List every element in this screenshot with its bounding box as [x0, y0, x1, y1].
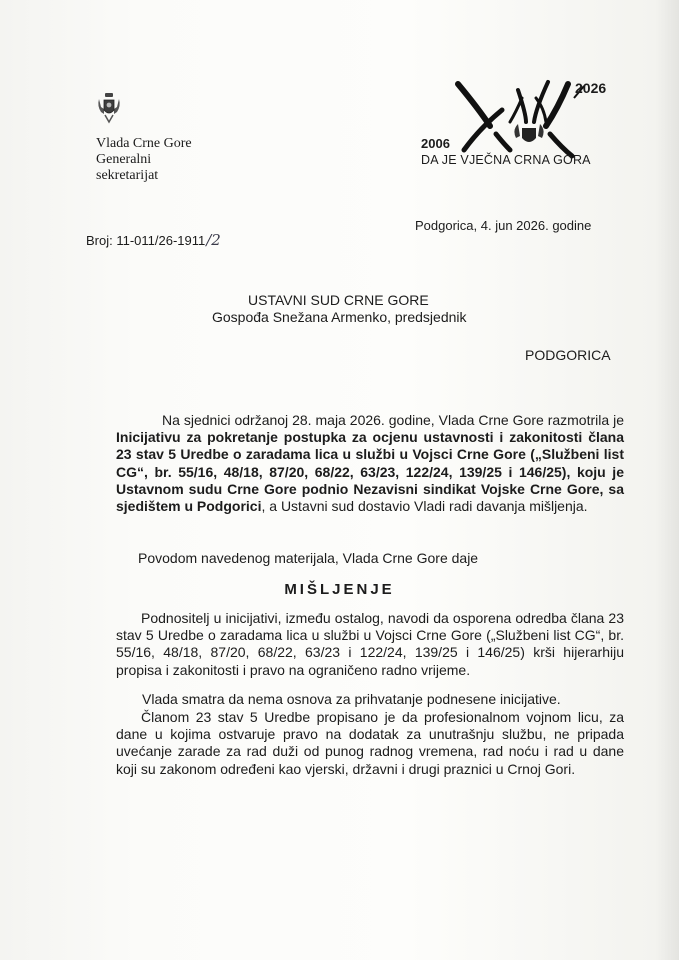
recipient-person: Gospođa Snežana Armenko, predsjednik — [212, 309, 467, 325]
paragraph-intro — [116, 412, 624, 515]
recipient-block — [212, 292, 467, 326]
issuer-line: sekretarijat — [96, 168, 159, 183]
logo-year-start: 2006 — [421, 136, 450, 151]
section-title: MIŠLJENJE — [284, 581, 395, 598]
issuer-line: Vlada Crne Gore — [96, 136, 192, 151]
logo-motto: DA JE VJEČNA CRNA GORA — [421, 153, 591, 167]
intro-text-2: , a Ustavni sud dostavio Vladi radi davanja mišljenja. — [261, 498, 588, 515]
recipient-city: PODGORICA — [525, 347, 611, 363]
paragraph-position: Vlada smatra da nema osnova za prihvatanje podnesene inicijative. — [142, 691, 561, 707]
paragraph-lead: Povodom navedenog materijala, Vlada Crne Gore daje — [138, 550, 479, 566]
logo-year-end: 2026 — [575, 80, 607, 96]
intro-bold-text: Inicijativu za pokretanje postupka za ocjenu ustavnosti i zakonitosti člana 23 stav 5 Uredbe o zaradama lica u službi u Vojsci Crne Gore („Službeni list CG“, br. 55/16, 48/18, 87/20, 68/22, 63/23, 122/24, 139/25 i 146/25), koju je Ustavnom sudu Crne Gore podnio Nezavisni sindikat Vojske Crne Gore, sa sjedištem u Podgorici — [116, 429, 624, 515]
issuer-line: Generalni — [96, 152, 152, 167]
reference-number-text: Broj: 11-011/26-1911 — [86, 233, 206, 248]
coat-of-arms-icon — [96, 92, 122, 124]
paragraph-provision: Članom 23 stav 5 Uredbe propisano je da profesionalnom vojnom licu, za dane u kojima ostvaruje pravo na dodatak za unutrašnju službu, ne pripada uvećanje zarade za rad duži od punog radnog vremena, rad noću i rad u dane koji su zakonom određeni kao vjerski, državni i drugi praznici u Crnoj Gori. — [116, 709, 624, 777]
recipient-institution: USTAVNI SUD CRNE GORE — [248, 292, 429, 308]
reference-number-handwritten: /2 — [206, 231, 221, 249]
place-date: Podgorica, 4. jun 2026. godine — [415, 218, 592, 233]
paragraph-claim: Podnositelj u inicijativi, između ostalog, navodi da osporena odredba člana 23 stav 5 Uredbe o zaradama lica u službi u Vojsci Crne Gore („Službeni list CG“, br. 55/16, 48/18, 87/20, 68/22, 63/23 i 122/24, 139/25 i 146/25) krši hijerarhiju propisa i zakonitosti i pravo na ograničeno radno vrijeme. — [116, 610, 624, 678]
reference-number — [86, 231, 221, 249]
issuer-block — [96, 136, 192, 184]
intro-text-1: Na sjednici održanoj 28. maja 2026. godine, Vlada Crne Gore razmotrila je — [162, 412, 624, 428]
